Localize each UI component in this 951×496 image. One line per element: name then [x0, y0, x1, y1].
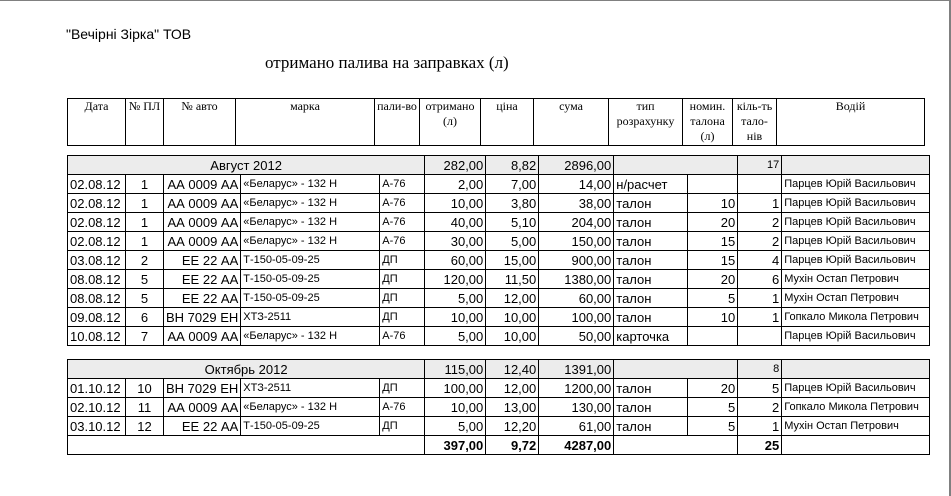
cell-nominal: 15 [688, 232, 738, 251]
cell-driver: Мухін Остап Петрович [782, 270, 930, 289]
cell-received: 120,00 [425, 270, 486, 289]
totals-empty-2 [614, 436, 738, 455]
cell-sum: 14,00 [539, 175, 614, 194]
total-price: 9,72 [486, 436, 539, 455]
page-frame-top [0, 0, 951, 1]
cell-nominal: 20 [688, 270, 738, 289]
cell-received: 40,00 [425, 213, 486, 232]
cell-fuel: А-76 [380, 194, 425, 213]
cell-price: 12,00 [486, 379, 539, 398]
cell-payment: талон [614, 398, 688, 417]
cell-fuel: А-76 [380, 175, 425, 194]
cell-count: 4 [738, 251, 782, 270]
cell-received: 5,00 [425, 327, 486, 346]
group-row [68, 156, 930, 175]
cell-payment: талон [614, 308, 688, 327]
cell-model: Т-150-05-09-25 [241, 270, 380, 289]
cell-car: ВН 7029 ЕН [164, 379, 241, 398]
total-sum: 4287,00 [539, 436, 614, 455]
cell-payment: талон [614, 289, 688, 308]
table-row [68, 194, 930, 213]
cell-pl: 5 [126, 289, 164, 308]
report-title: отримано палива на заправках (л) [265, 53, 509, 72]
cell-received: 10,00 [425, 398, 486, 417]
cell-received: 5,00 [425, 417, 486, 436]
totals-driver-empty [782, 436, 930, 455]
cell-payment: талон [614, 194, 688, 213]
cell-nominal: 20 [688, 379, 738, 398]
cell-date: 08.08.12 [68, 270, 126, 289]
cell-count: 2 [738, 232, 782, 251]
header-price: ціна [481, 99, 534, 146]
cell-date: 02.08.12 [68, 175, 126, 194]
cell-payment: карточка [614, 327, 688, 346]
totals-row [68, 436, 930, 455]
group-price: 8,82 [486, 156, 539, 175]
group-count: 8 [738, 360, 782, 379]
cell-received: 10,00 [425, 194, 486, 213]
cell-received: 100,00 [425, 379, 486, 398]
group-sum: 2896,00 [539, 156, 614, 175]
cell-model: «Беларус» - 132 Н [241, 327, 380, 346]
cell-driver: Парцев Юрій Васильович [782, 194, 930, 213]
cell-sum: 100,00 [539, 308, 614, 327]
header-payment-type: тип розрахунку [609, 99, 683, 146]
cell-payment: талон [614, 251, 688, 270]
cell-car: АА 0009 АА [164, 213, 241, 232]
cell-nominal: 15 [688, 251, 738, 270]
cell-sum: 38,00 [539, 194, 614, 213]
cell-car: ВН 7029 ЕН [164, 308, 241, 327]
cell-count: 1 [738, 289, 782, 308]
totals-empty [68, 436, 425, 455]
header-table [67, 98, 925, 146]
cell-model: «Беларус» - 132 Н [241, 398, 380, 417]
table-row [68, 213, 930, 232]
cell-model: «Беларус» - 132 Н [241, 232, 380, 251]
cell-fuel: ДП [380, 308, 425, 327]
table-row [68, 327, 930, 346]
table-row [68, 398, 930, 417]
cell-count: 1 [738, 308, 782, 327]
cell-count: 1 [738, 194, 782, 213]
cell-model: ХТЗ-2511 [241, 308, 380, 327]
cell-model: Т-150-05-09-25 [241, 289, 380, 308]
cell-payment: талон [614, 232, 688, 251]
cell-received: 30,00 [425, 232, 486, 251]
table-row [68, 289, 930, 308]
cell-fuel: А-76 [380, 232, 425, 251]
cell-fuel: ДП [380, 379, 425, 398]
cell-price: 12,00 [486, 289, 539, 308]
cell-sum: 60,00 [539, 289, 614, 308]
cell-nominal [688, 175, 738, 194]
cell-received: 10,00 [425, 308, 486, 327]
cell-sum: 150,00 [539, 232, 614, 251]
cell-price: 7,00 [486, 175, 539, 194]
table-row [68, 308, 930, 327]
cell-pl: 2 [126, 251, 164, 270]
cell-driver: Мухін Остап Петрович [782, 417, 930, 436]
cell-price: 11,50 [486, 270, 539, 289]
cell-count: 2 [738, 398, 782, 417]
cell-nominal: 20 [688, 213, 738, 232]
cell-sum: 1380,00 [539, 270, 614, 289]
cell-pl: 1 [126, 194, 164, 213]
cell-price: 12,20 [486, 417, 539, 436]
cell-model: Т-150-05-09-25 [241, 251, 380, 270]
cell-payment: талон [614, 379, 688, 398]
cell-date: 03.10.12 [68, 417, 126, 436]
cell-date: 02.08.12 [68, 232, 126, 251]
cell-fuel: ДП [380, 417, 425, 436]
group-driver-empty [782, 360, 930, 379]
table-row [68, 270, 930, 289]
cell-driver: Мухін Остап Петрович [782, 289, 930, 308]
cell-count [738, 175, 782, 194]
group-received: 115,00 [425, 360, 486, 379]
cell-nominal: 5 [688, 398, 738, 417]
cell-nominal: 5 [688, 289, 738, 308]
cell-driver: Парцев Юрій Васильович [782, 232, 930, 251]
cell-car: АА 0009 АА [164, 327, 241, 346]
cell-pl: 1 [126, 232, 164, 251]
cell-pl: 5 [126, 270, 164, 289]
cell-fuel: ДП [380, 289, 425, 308]
cell-model: «Беларус» - 132 Н [241, 175, 380, 194]
table-row [68, 232, 930, 251]
cell-nominal: 5 [688, 417, 738, 436]
table-row [68, 379, 930, 398]
cell-received: 5,00 [425, 289, 486, 308]
group-price: 12,40 [486, 360, 539, 379]
cell-nominal [688, 327, 738, 346]
group-sum: 1391,00 [539, 360, 614, 379]
cell-sum: 130,00 [539, 398, 614, 417]
cell-model: ХТЗ-2511 [241, 379, 380, 398]
cell-car: АА 0009 АА [164, 398, 241, 417]
cell-payment: талон [614, 213, 688, 232]
cell-nominal: 10 [688, 308, 738, 327]
cell-count: 5 [738, 379, 782, 398]
cell-fuel: А-76 [380, 327, 425, 346]
cell-driver: Гопкало Микола Петрович [782, 308, 930, 327]
cell-driver: Парцев Юрій Васильович [782, 213, 930, 232]
group-empty [614, 360, 738, 379]
company-name: "Вечірні Зірка" ТОВ [66, 26, 192, 42]
cell-received: 60,00 [425, 251, 486, 270]
table-row [68, 175, 930, 194]
cell-driver: Парцев Юрій Васильович [782, 379, 930, 398]
cell-received: 2,00 [425, 175, 486, 194]
cell-payment: талон [614, 270, 688, 289]
cell-sum: 50,00 [539, 327, 614, 346]
cell-pl: 12 [126, 417, 164, 436]
group-label: Октябрь 2012 [68, 360, 425, 379]
group-label: Август 2012 [68, 156, 425, 175]
cell-model: Т-150-05-09-25 [241, 417, 380, 436]
cell-date: 08.08.12 [68, 289, 126, 308]
header-coupon-nominal: номин. талона (л) [683, 99, 733, 146]
cell-pl: 1 [126, 175, 164, 194]
header-model: марка [236, 99, 375, 146]
group-driver-empty [782, 156, 930, 175]
group-row [68, 360, 930, 379]
cell-pl: 7 [126, 327, 164, 346]
cell-date: 01.10.12 [68, 379, 126, 398]
cell-car: ЕЕ 22 АА [164, 270, 241, 289]
group-empty [614, 156, 738, 175]
cell-pl: 1 [126, 213, 164, 232]
cell-pl: 6 [126, 308, 164, 327]
cell-car: ЕЕ 22 АА [164, 289, 241, 308]
cell-fuel: А-76 [380, 398, 425, 417]
cell-count: 6 [738, 270, 782, 289]
group-count: 17 [738, 156, 782, 175]
section-august-table [67, 155, 930, 346]
header-date: Дата [68, 99, 126, 146]
cell-driver: Парцев Юрій Васильович [782, 327, 930, 346]
cell-payment: талон [614, 417, 688, 436]
cell-nominal: 10 [688, 194, 738, 213]
cell-count: 1 [738, 417, 782, 436]
cell-driver: Парцев Юрій Васильович [782, 175, 930, 194]
table-row [68, 417, 930, 436]
cell-date: 02.08.12 [68, 213, 126, 232]
cell-count [738, 327, 782, 346]
cell-car: ЕЕ 22 АА [164, 251, 241, 270]
header-driver: Водій [777, 99, 925, 146]
cell-sum: 1200,00 [539, 379, 614, 398]
cell-date: 02.08.12 [68, 194, 126, 213]
cell-price: 10,00 [486, 308, 539, 327]
cell-pl: 10 [126, 379, 164, 398]
header-car: № авто [164, 99, 236, 146]
header-sum: сума [534, 99, 609, 146]
cell-price: 5,00 [486, 232, 539, 251]
cell-car: ЕЕ 22 АА [164, 417, 241, 436]
group-received: 282,00 [425, 156, 486, 175]
header-pl: № ПЛ [126, 99, 164, 146]
cell-fuel: ДП [380, 251, 425, 270]
cell-date: 10.08.12 [68, 327, 126, 346]
cell-car: АА 0009 АА [164, 175, 241, 194]
cell-date: 09.08.12 [68, 308, 126, 327]
cell-price: 5,10 [486, 213, 539, 232]
cell-pl: 11 [126, 398, 164, 417]
cell-date: 02.10.12 [68, 398, 126, 417]
cell-payment: н/расчет [614, 175, 688, 194]
header-received: отримано (л) [420, 99, 481, 146]
cell-sum: 61,00 [539, 417, 614, 436]
section-october-table [67, 359, 930, 455]
table-row [68, 251, 930, 270]
cell-price: 10,00 [486, 327, 539, 346]
total-count: 25 [738, 436, 782, 455]
cell-count: 2 [738, 213, 782, 232]
cell-driver: Парцев Юрій Васильович [782, 251, 930, 270]
cell-price: 15,00 [486, 251, 539, 270]
cell-car: АА 0009 АА [164, 194, 241, 213]
cell-model: «Беларус» - 132 Н [241, 213, 380, 232]
header-fuel: пали-во [375, 99, 420, 146]
cell-sum: 900,00 [539, 251, 614, 270]
cell-model: «Беларус» - 132 Н [241, 194, 380, 213]
cell-driver: Гопкало Микола Петрович [782, 398, 930, 417]
cell-price: 3,80 [486, 194, 539, 213]
cell-sum: 204,00 [539, 213, 614, 232]
header-coupon-count: кіль-ть тало-нів [733, 99, 777, 146]
cell-fuel: А-76 [380, 213, 425, 232]
cell-date: 03.08.12 [68, 251, 126, 270]
cell-price: 13,00 [486, 398, 539, 417]
cell-fuel: ДП [380, 270, 425, 289]
cell-car: АА 0009 АА [164, 232, 241, 251]
total-received: 397,00 [425, 436, 486, 455]
header-row [68, 99, 925, 146]
